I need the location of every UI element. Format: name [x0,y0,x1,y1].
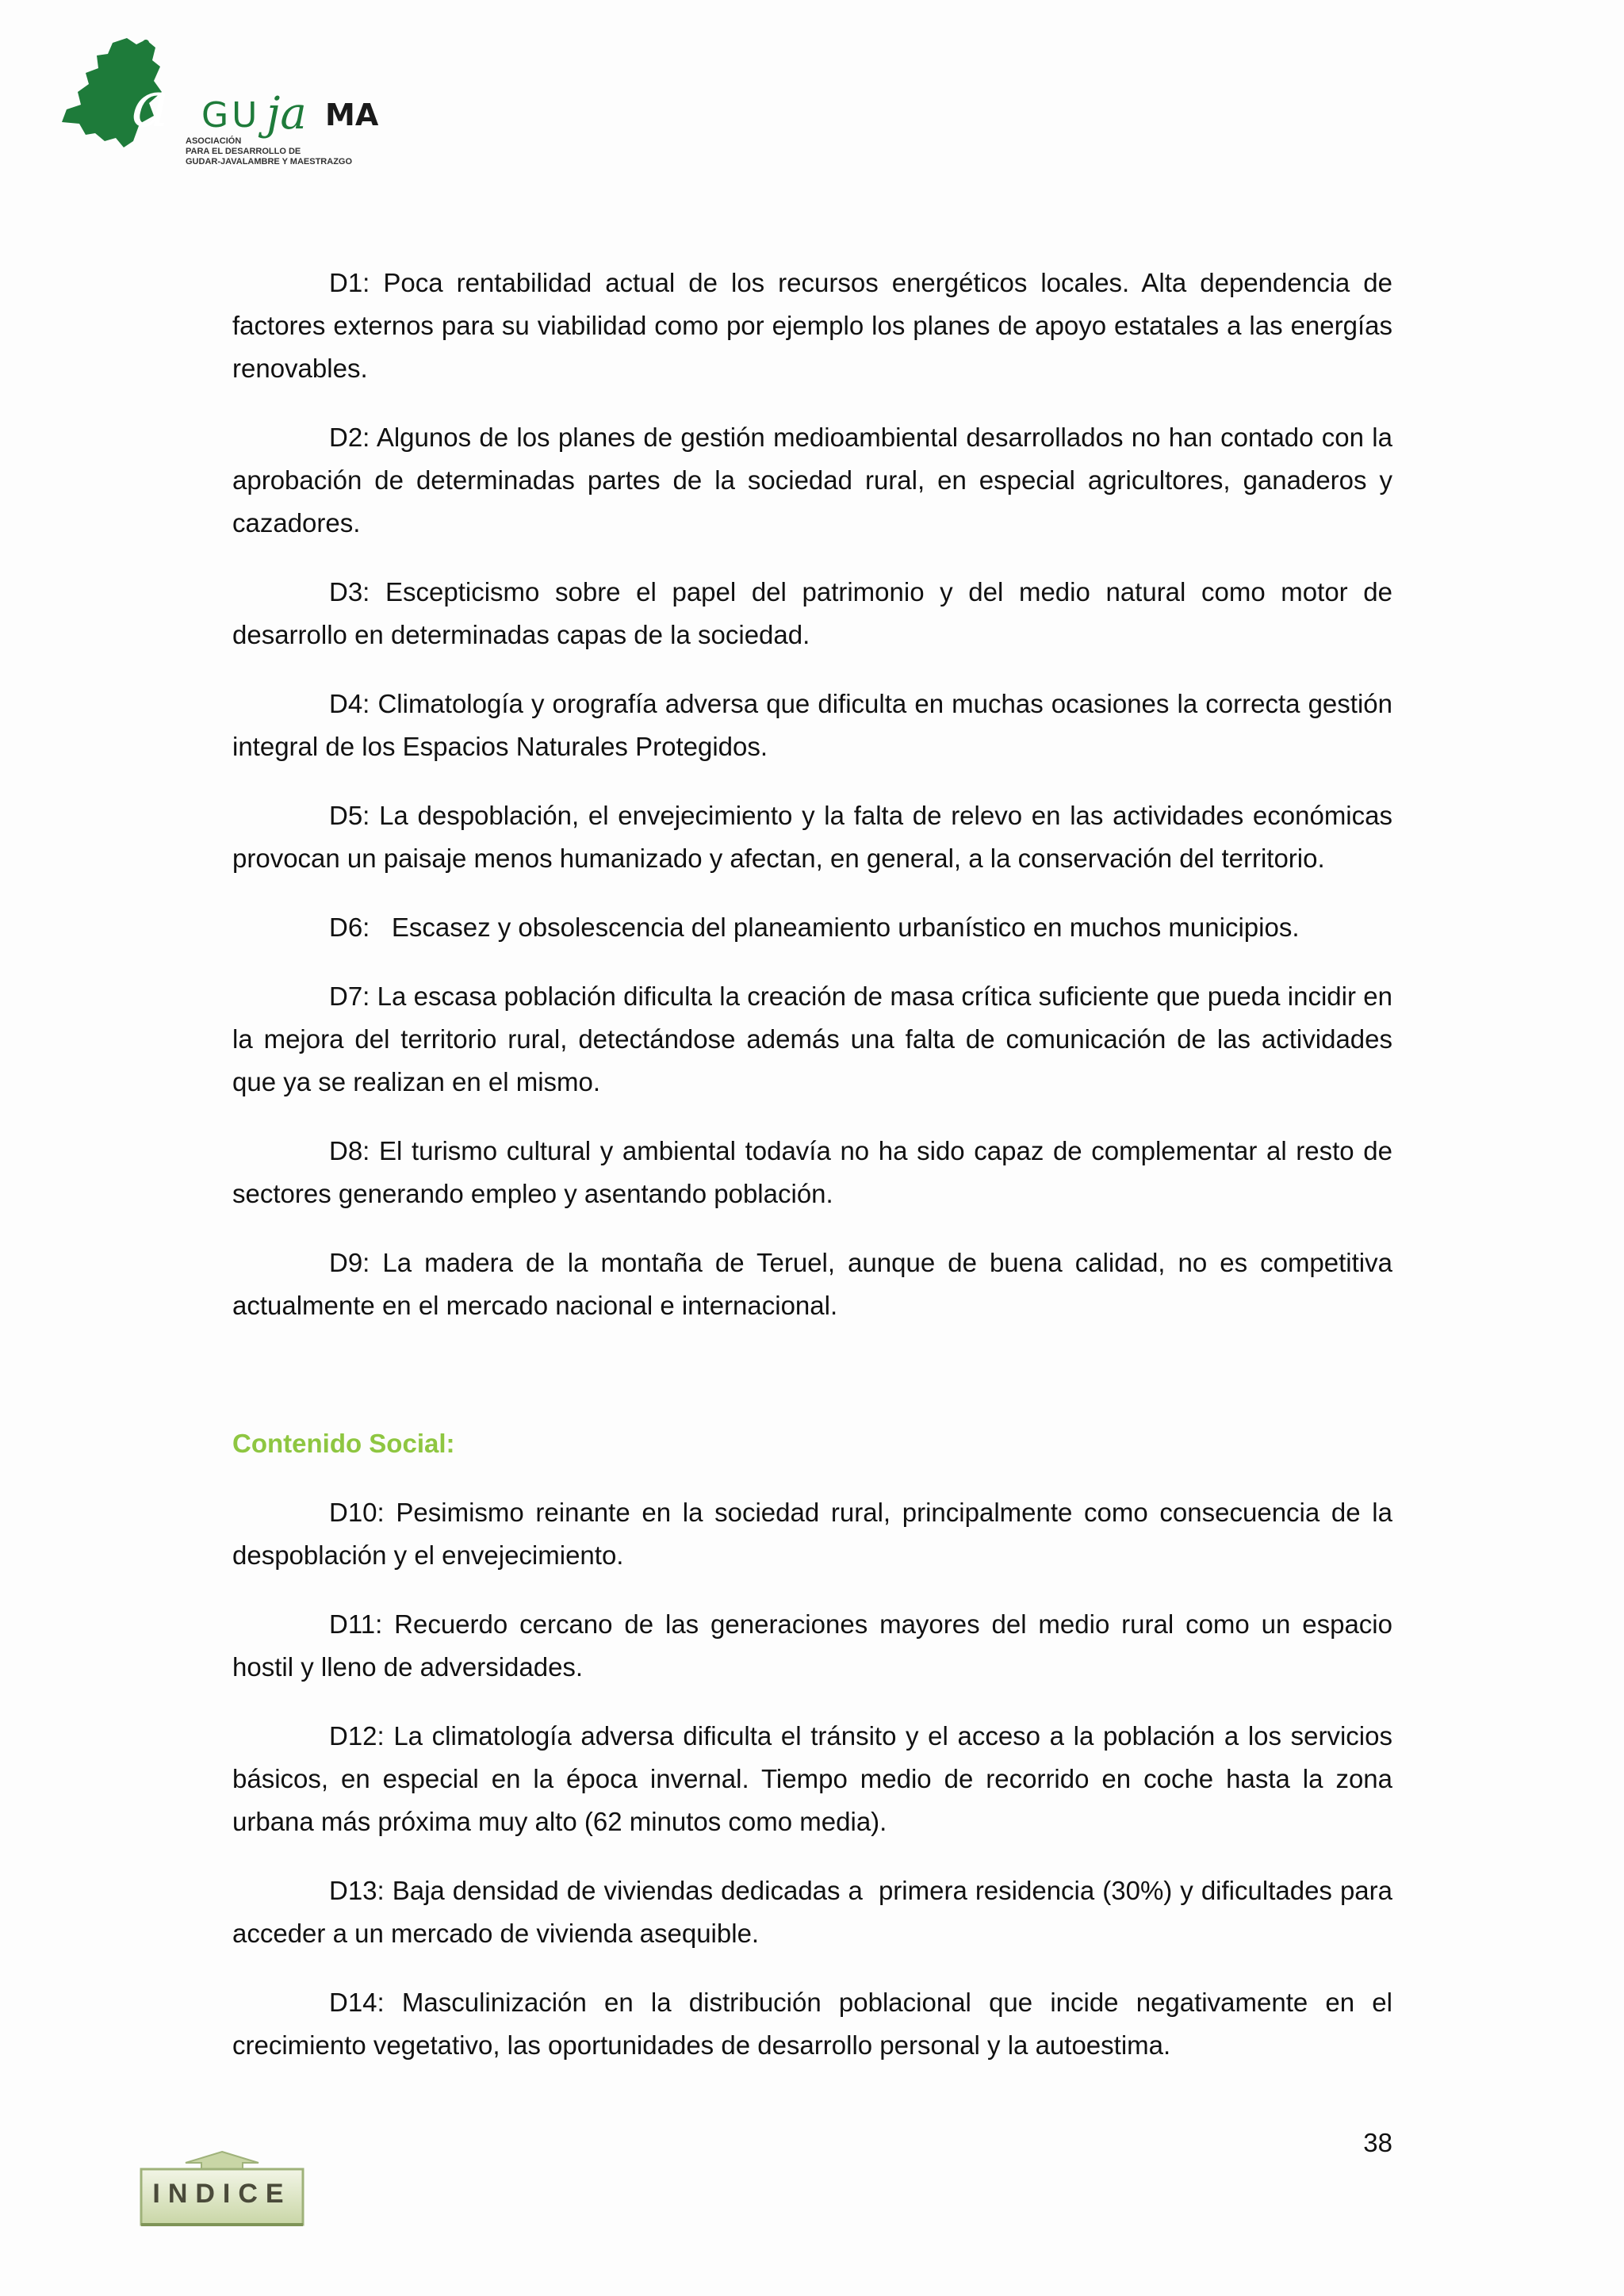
paragraph-d2: D2: Algunos de los planes de gestión medioambiental desarrollados no han contado con la aprobación de determinadas partes de la sociedad rural, en especial agricultores, ganaderos y cazadores. [232,423,1392,538]
paragraph-d14: D14: Masculinización en la distribución poblacional que incide negativamente en el crecimiento vegetativo, las oportunidades de desarrollo personal y la autoestima. [232,1988,1392,2060]
paragraph-d13: D13: Baja densidad de viviendas dedicadas a primera residencia (30%) y dificultades para acceder a un mercado de vivienda asequible. [232,1876,1400,1948]
index-button[interactable] [140,2149,304,2228]
paragraph-d4: D4: Climatología y orografía adversa que dificulta en muchas ocasiones la correcta gestión integral de los Espacios Naturales Protegidos. [232,689,1392,761]
paragraph-d7: D7: La escasa población dificulta la creación de masa crítica suficiente que pueda incidir en la mejora del territorio rural, detectándose además una falta de comunicación de las actividades que ya se realizan en el mismo. [232,982,1392,1096]
logo-subtitle-line: PARA EL DESARROLLO DE [186,147,301,156]
logo-subtitle-line: ASOCIACIÓN [186,136,242,146]
section-heading-contenido-social: Contenido Social: [232,1429,455,1458]
logo-subtitle-line: GUDAR-JAVALAMBRE Y MAESTRAZGO [186,157,353,166]
page-number: 38 [1363,2128,1392,2157]
paragraph-d5: D5: La despoblación, el envejecimiento y la falta de relevo en las actividades económicas provocan un paisaje menos humanizado y afectan, en general, a la conservación del territorio. [232,801,1392,873]
index-button-label: INDICE [152,2179,292,2209]
logo-letters-ma: MA [325,98,379,132]
paragraph-d9: D9: La madera de la montaña de Teruel, aunque de buena calidad, no es competitiva actualmente en el mercado nacional e internacional. [232,1248,1392,1320]
logo-letters-ja: ja [266,88,307,140]
paragraph-d11: D11: Recuerdo cercano de las generaciones mayores del medio rural como un espacio hostil y lleno de adversidades. [232,1609,1392,1682]
paragraph-d10: D10: Pesimismo reinante en la sociedad rural, principalmente como consecuencia de la despoblación y el envejecimiento. [232,1498,1392,1570]
paragraph-d6: D6: Escasez y obsolescencia del planeamiento urbanístico en muchos municipios. [329,913,1300,942]
paragraph-d8: D8: El turismo cultural y ambiental todavía no ha sido capaz de complementar al resto de sectores generando empleo y asentando población. [232,1136,1392,1208]
paragraph-d1: D1: Poca rentabilidad actual de los recursos energéticos locales. Alta dependencia de factores externos para su viabilidad como por ejemplo los planes de apoyo estatales a las energías renovables. [232,268,1392,383]
paragraph-d3: D3: Escepticismo sobre el papel del patrimonio y del medio natural como motor de desarrollo en determinadas capas de la sociedad. [232,577,1392,649]
paragraph-d12: D12: La climatología adversa dificulta el tránsito y el acceso a la población a los servicios básicos, en especial en la época invernal. Tiempo medio de recorrido en coche hasta la zona urbana más próxima muy alto (62 minutos como media). [232,1721,1392,1836]
aguja-logo [57,36,379,171]
logo-letter-a: a [132,67,170,141]
logo-letters-gu: GU [201,95,261,136]
logo-subtitle [186,136,352,167]
document-body [232,262,1400,2093]
